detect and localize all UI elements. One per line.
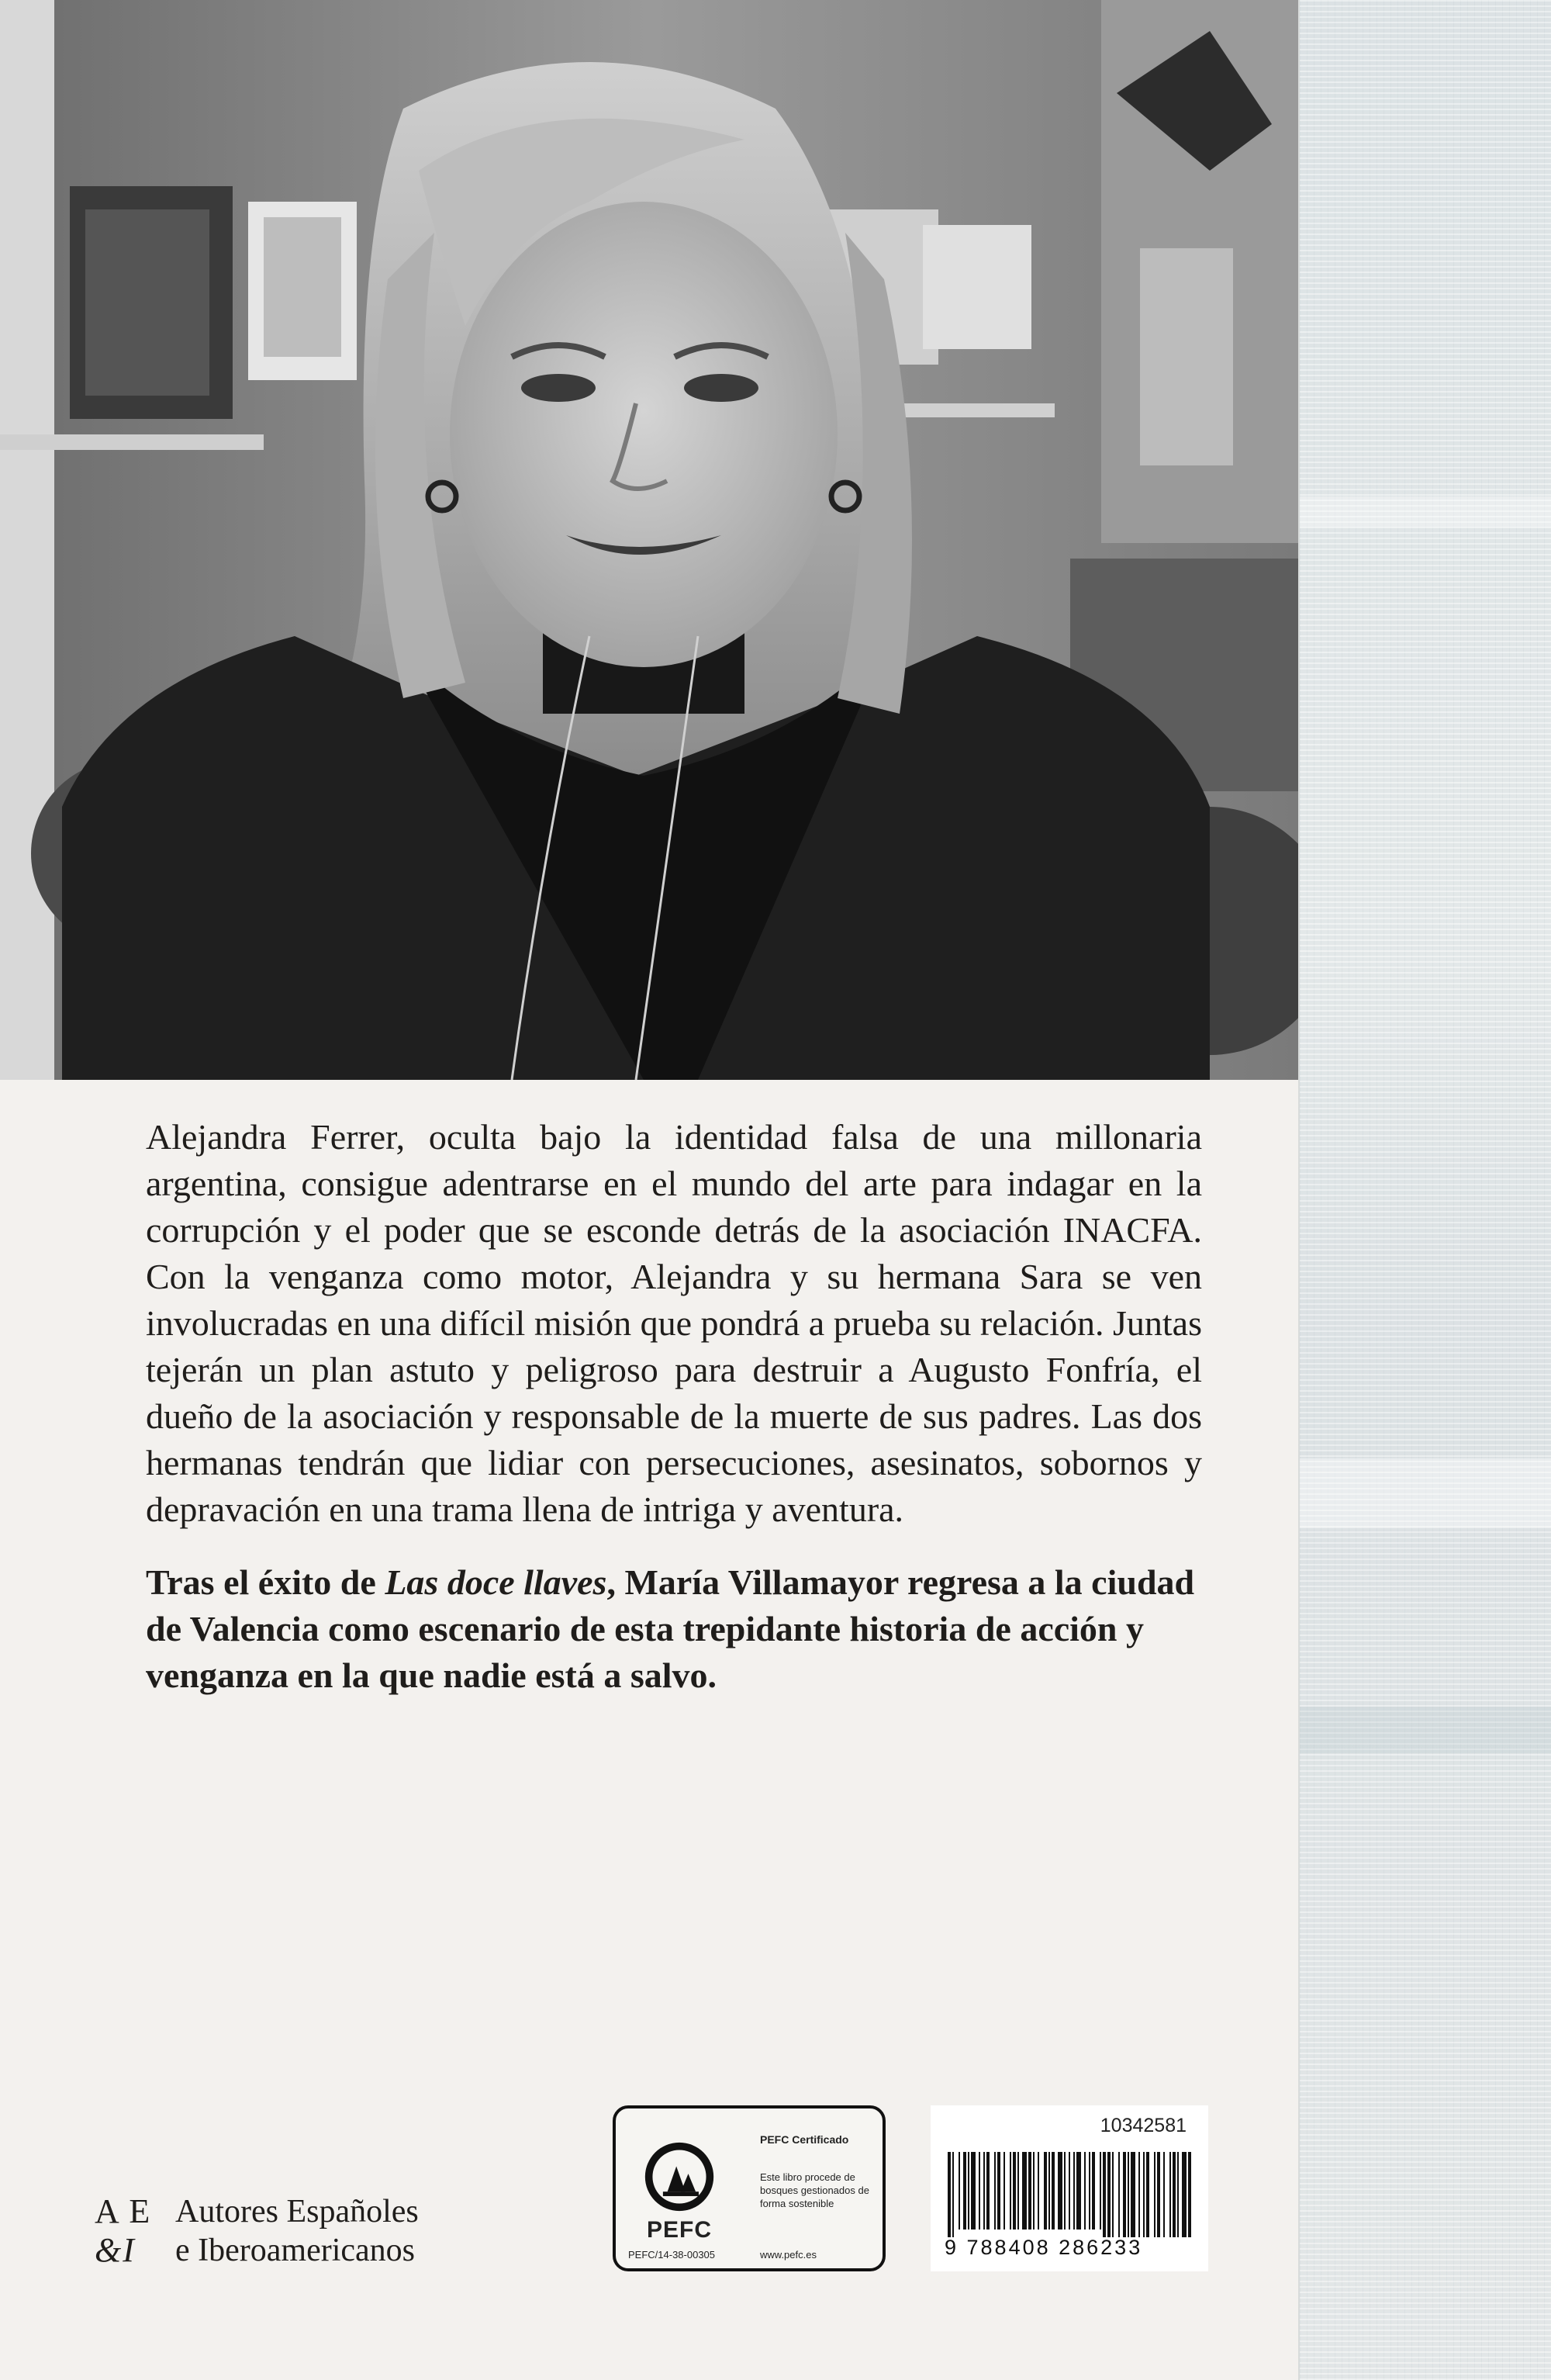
pefc-description: Este libro procede de bosques gestionados de forma sostenible <box>760 2171 869 2209</box>
barcode-bar <box>1146 2152 1149 2237</box>
publisher-name-line1: Autores Españoles <box>175 2194 419 2230</box>
isbn-number: 9 788408 286233 <box>945 2236 1143 2259</box>
barcode-bar <box>997 2152 1000 2230</box>
barcode-bar <box>1107 2152 1111 2237</box>
pefc-url: www.pefc.es <box>760 2249 817 2261</box>
barcode-bars <box>948 2152 1193 2237</box>
pefc-title: PEFC Certificado <box>760 2133 849 2146</box>
barcode-bar <box>1138 2152 1140 2237</box>
author-photo <box>0 0 1300 1080</box>
barcode-bar <box>1069 2152 1070 2230</box>
barcode-bar <box>1103 2152 1106 2237</box>
previous-book-title: Las doce llaves <box>385 1562 607 1602</box>
barcode-bar <box>1163 2152 1165 2237</box>
synopsis-paragraph: Alejandra Ferrer, oculta bajo la identidad falsa de una millonaria argentina, consigue adentrarse en el mundo del arte para indagar en la corrupción y el poder que se esconde detrás de la asociación INACFA. Con la venganza como motor, Alejandra y su hermana Sara se ven involucradas en una difícil misión que pondrá a prueba su relación. Juntas tejerán un plan astuto y peligroso para destruir a Augusto Fonfría, el dueño de la asociación y responsable de la muerte de sus padres. Las dos hermanas tendrán que lidiar con persecuciones, asesinatos, sobornos y depravación en una trama llena de intriga y aventura. <box>146 1117 1202 1529</box>
barcode-bar <box>968 2152 969 2230</box>
barcode-bar <box>963 2152 966 2230</box>
barcode-bar <box>948 2152 951 2237</box>
publisher-name-line2: e Iberoamericanos <box>175 2233 415 2268</box>
barcode-bar <box>1013 2152 1016 2230</box>
barcode-bar <box>979 2152 980 2230</box>
barcode-bar <box>971 2152 976 2230</box>
barcode-bar <box>1118 2152 1120 2237</box>
barcode-bar <box>1044 2152 1047 2230</box>
barcode-bar <box>952 2152 954 2237</box>
tagline-paragraph <box>146 1559 1202 1699</box>
cover-spine-texture <box>1300 0 1551 2380</box>
barcode-bar <box>1123 2152 1126 2237</box>
back-cover-blurb <box>146 1114 1202 1699</box>
publisher-mark <box>95 2192 169 2270</box>
barcode-bar <box>1092 2152 1095 2230</box>
pefc-certification-badge <box>613 2105 886 2271</box>
barcode-bar <box>1022 2152 1027 2230</box>
barcode-bar <box>1058 2152 1062 2230</box>
barcode-bar <box>1128 2152 1129 2237</box>
barcode-bar <box>1157 2152 1160 2237</box>
barcode-bar <box>959 2152 960 2230</box>
barcode-bar <box>1076 2152 1081 2230</box>
publisher-name <box>175 2192 501 2270</box>
barcode-bar <box>1173 2152 1176 2237</box>
barcode-bar <box>1131 2152 1135 2237</box>
barcode-bar <box>1143 2152 1145 2237</box>
barcode-bar <box>1033 2152 1035 2230</box>
barcode-bar <box>1028 2152 1031 2230</box>
barcode-bar <box>1017 2152 1019 2230</box>
pefc-code: PEFC/14-38-00305 <box>628 2249 716 2261</box>
barcode-bar <box>986 2152 990 2230</box>
isbn-barcode <box>931 2105 1208 2271</box>
barcode-bar <box>1064 2152 1066 2230</box>
publisher-mark-line2: &I <box>95 2231 136 2269</box>
publisher-mark-line1: A E <box>95 2192 152 2230</box>
tagline-rest: , María Villamayor regresa a la ciudad de Valencia como escenario de esta trepidante historia de acción y venganza en la que nadie está a salvo. <box>146 1562 1195 1695</box>
barcode-bar <box>994 2152 996 2230</box>
barcode-bar <box>1010 2152 1011 2230</box>
barcode-bar <box>1089 2152 1090 2230</box>
internal-code: 10342581 <box>1100 2115 1187 2136</box>
barcode-bar <box>1003 2152 1005 2230</box>
barcode-bar <box>1177 2152 1179 2237</box>
pefc-brand: PEFC <box>646 2217 712 2243</box>
tagline-intro: Tras el éxito de <box>146 1562 385 1602</box>
barcode-bar <box>1112 2152 1114 2237</box>
barcode-bar <box>1038 2152 1039 2230</box>
barcode-bar <box>1052 2152 1055 2230</box>
barcode-bar <box>1154 2152 1155 2237</box>
barcode-bar <box>1048 2152 1050 2230</box>
barcode-bar <box>1188 2152 1191 2237</box>
barcode-bar <box>983 2152 985 2230</box>
barcode-bar <box>1084 2152 1086 2230</box>
barcode-bar <box>1182 2152 1187 2237</box>
barcode-bar <box>1073 2152 1075 2230</box>
barcode-bar <box>1100 2152 1101 2230</box>
pefc-tree-logo-icon <box>642 2140 717 2214</box>
barcode-bar <box>1169 2152 1171 2237</box>
